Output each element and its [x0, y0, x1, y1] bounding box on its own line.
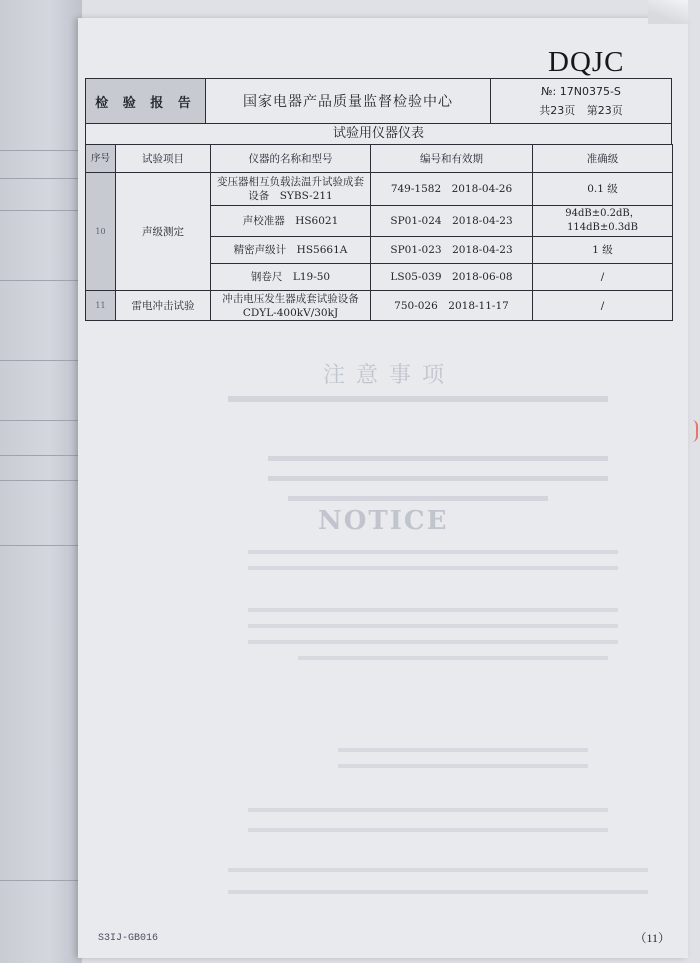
row-index: 11: [86, 291, 116, 321]
number-validity: 749-1582 2018-04-26: [371, 173, 533, 206]
bleed-notice-en: NOTICE: [318, 506, 449, 536]
bleed-text-line: [248, 808, 608, 816]
instrument-table: [85, 144, 673, 321]
bleed-text-line: [248, 550, 618, 558]
page-count: [535, 101, 627, 120]
bleed-text-line: [248, 624, 618, 632]
row-index: 10: [86, 173, 116, 291]
pages-total: 共23页: [539, 104, 576, 117]
page-corner-fold: [648, 0, 688, 24]
col-instrument: 仪器的名称和型号: [211, 145, 371, 173]
number-validity: LS05-039 2018-06-08: [371, 264, 533, 291]
accuracy: /: [533, 264, 673, 291]
page-number: （11）: [634, 931, 670, 945]
number-validity: 750-026 2018-11-17: [371, 291, 533, 321]
organization-name: 国家电器产品质量监督检验中心: [206, 79, 491, 123]
bleed-text-line: [248, 828, 608, 836]
test-item: 雷电冲击试验: [116, 291, 211, 321]
report-meta: [491, 79, 671, 123]
doc-type-label: 检 验 报 告: [86, 79, 206, 123]
bleed-text-line: [248, 566, 618, 574]
bleed-text-line: [338, 764, 588, 772]
bleed-text-line: [268, 456, 608, 466]
col-number-validity: 编号和有效期: [371, 145, 533, 173]
page-current: 第23页: [586, 104, 623, 117]
table-header-row: [86, 145, 673, 173]
table-row: [86, 291, 673, 321]
report-number: №: 17N0375-S: [541, 85, 621, 98]
bleed-text-line: [228, 396, 608, 408]
accuracy: /: [533, 291, 673, 321]
bleed-text-line: [248, 608, 618, 616]
margin-red-mark: [688, 420, 698, 442]
company-logo: DQJC: [548, 46, 625, 78]
test-item: 声级测定: [116, 173, 211, 291]
underlying-page-edge: [0, 0, 82, 963]
bleed-text-line: [268, 476, 608, 486]
instrument-name: 钢卷尺 L19-50: [211, 264, 371, 291]
bleed-text-line: [298, 656, 608, 664]
bleed-text-line: [338, 748, 588, 756]
bleed-text-line: [228, 868, 648, 876]
bleed-text-line: [248, 640, 618, 648]
col-accuracy: 准确级: [533, 145, 673, 173]
accuracy: 0.1 级: [533, 173, 673, 206]
bleed-text-line: [228, 890, 648, 898]
instrument-name: 声校准器 HS6021: [211, 206, 371, 237]
report-header: [85, 78, 672, 124]
col-index: 序号: [86, 145, 116, 173]
accuracy: 94dB±0.2dB，114dB±0.3dB: [533, 206, 673, 237]
number-validity: SP01-023 2018-04-23: [371, 237, 533, 264]
number-validity: SP01-024 2018-04-23: [371, 206, 533, 237]
accuracy: 1 级: [533, 237, 673, 264]
col-test-item: 试验项目: [116, 145, 211, 173]
form-code: S3IJ-GB016: [98, 933, 159, 944]
report-page: [78, 18, 688, 958]
instrument-name: 精密声级计 HS5661A: [211, 237, 371, 264]
bleed-notice-cn: 注 意 事 项: [323, 363, 446, 388]
instrument-name: 变压器相互负载法温升试验成套设备 SYBS-211: [211, 173, 371, 206]
bleed-text-line: [288, 496, 548, 506]
instrument-name: 冲击电压发生器成套试验设备 CDYL-400kV/30kJ: [211, 291, 371, 321]
table-title: 试验用仪器仪表: [85, 124, 672, 144]
table-row: [86, 173, 673, 206]
